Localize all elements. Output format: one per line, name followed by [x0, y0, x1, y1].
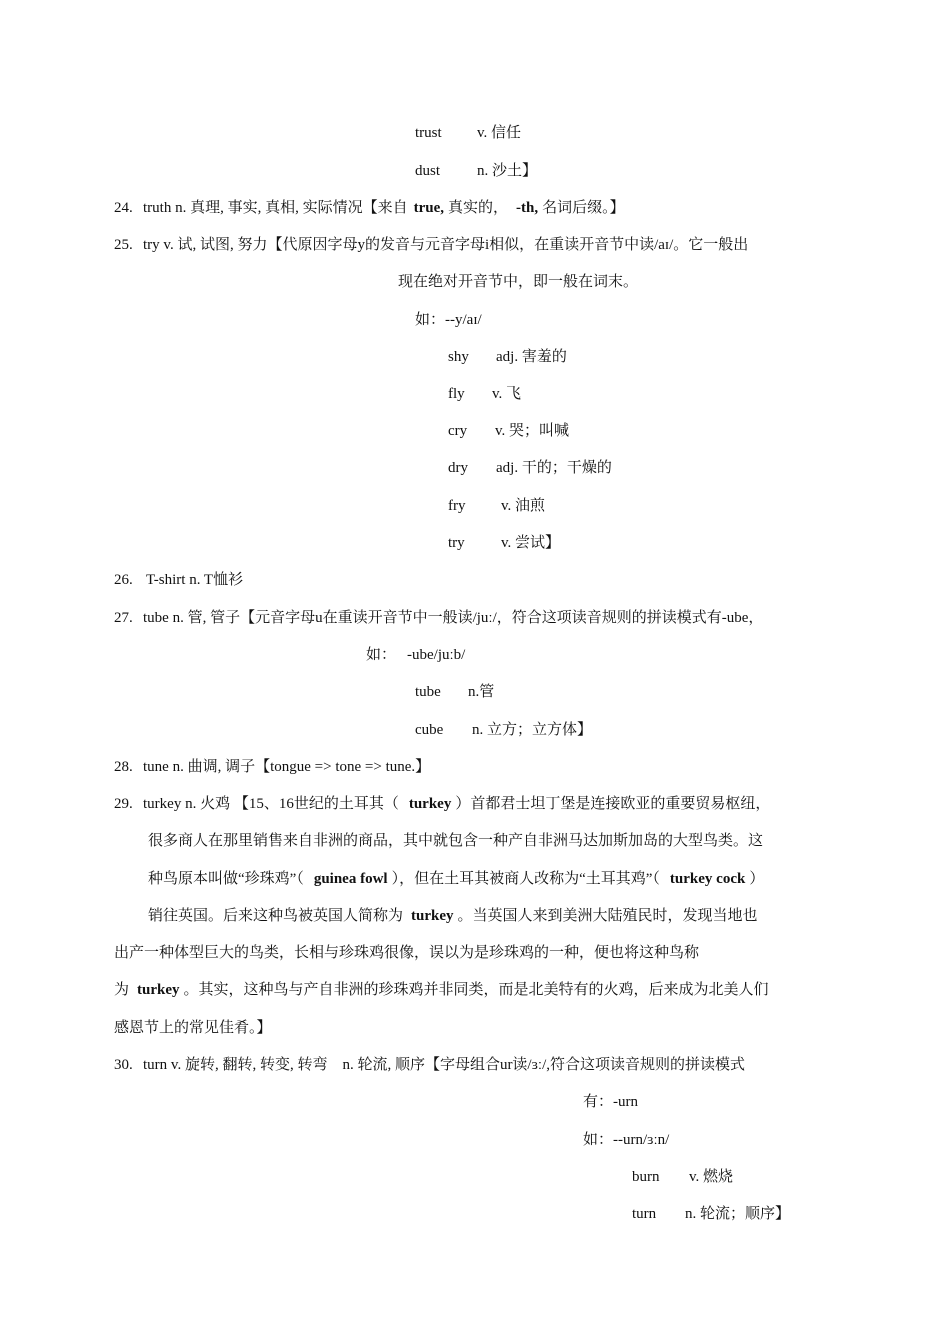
entry-bold: guinea fowl	[313, 871, 388, 887]
entry-29-line6	[114, 980, 769, 1000]
entry-26	[114, 570, 243, 590]
example-row	[632, 1204, 790, 1224]
entry-24	[114, 198, 625, 218]
entry-text: turkey n. 火鸡 【15、16世纪的土耳其（	[143, 796, 399, 812]
example-def: v. 哭；叫喊	[495, 423, 570, 439]
example-def: n. 立方；立方体】	[472, 722, 593, 738]
entry-bold: turkey	[137, 982, 180, 998]
example-row	[448, 347, 567, 367]
entry-29-line4	[148, 906, 758, 926]
entry-number: 29.	[114, 796, 133, 812]
entry-text: 名词后缀。】	[542, 200, 625, 216]
entry-bold: turkey	[408, 796, 452, 812]
example-def: v. 尝试】	[501, 535, 561, 551]
entry-30	[114, 1055, 745, 1075]
example-word: fry	[448, 498, 466, 514]
entry-number: 28.	[114, 759, 133, 775]
entry-bold: turkey cock	[669, 871, 746, 887]
example-row	[415, 682, 494, 702]
entry-30-line2: 有：-urn	[583, 1094, 638, 1110]
example-row	[415, 720, 592, 740]
example-row-trust	[415, 123, 521, 143]
entry-29-line7: 感恩节上的常见佳肴。】	[114, 1020, 272, 1036]
entry-number: 26.	[114, 572, 133, 588]
example-word: turn	[632, 1206, 657, 1222]
example-word: dust	[415, 163, 441, 179]
entry-text: 真实的，	[448, 200, 509, 216]
entry-number: 30.	[114, 1057, 133, 1073]
entry-text: tune n. 曲调, 调子【tongue => tone => tune.】	[143, 759, 431, 775]
entry-text: ），但在土耳其被商人改称为“土耳其鸡”（	[391, 871, 660, 887]
example-def: v. 燃烧	[689, 1169, 734, 1185]
example-word: cry	[448, 423, 468, 439]
entry-text: 销往英国。后来这种鸟被英国人简称为	[148, 908, 404, 924]
example-row	[448, 533, 560, 553]
pattern-text: -ube/juːb/	[407, 647, 466, 663]
example-word: try	[448, 535, 465, 551]
entry-27-pattern	[366, 645, 465, 665]
entry-text: try v. 试, 试图, 努力【代原因字母y的发音与元音字母i相似，在重读开音节中读/aɪ/。它一般出	[143, 237, 749, 253]
example-def: adj. 干的；干燥的	[496, 460, 612, 476]
entry-text: T-shirt n. T恤衫	[146, 572, 244, 588]
entry-text: ）	[749, 871, 765, 887]
entry-28	[114, 757, 430, 777]
example-word: shy	[448, 349, 469, 365]
entry-bold: turkey	[411, 908, 454, 924]
example-word: trust	[415, 125, 442, 141]
example-word: cube	[415, 722, 444, 738]
entry-25-pattern: 如：--y/aɪ/	[415, 312, 482, 328]
entry-29-line2: 很多商人在那里销售来自非洲的商品，其中就包含一种产自非洲马达加斯加岛的大型鸟类。这	[148, 833, 764, 849]
example-row	[448, 384, 521, 404]
example-word: fly	[448, 386, 465, 402]
entry-bold: true,	[413, 200, 444, 216]
entry-25	[114, 235, 748, 255]
example-word: tube	[415, 684, 441, 700]
example-def: v. 信任	[477, 125, 522, 141]
example-word: dry	[448, 460, 468, 476]
entry-text: ）首都君士坦丁堡是连接欧亚的重要贸易枢纽，	[455, 796, 771, 812]
entry-number: 27.	[114, 610, 133, 626]
example-def: n. 轮流；顺序】	[685, 1206, 791, 1222]
example-row	[448, 496, 545, 516]
entry-text: 。其实，这种鸟与产自非洲的珍珠鸡并非同类，而是北美特有的火鸡，后来成为北美人们	[183, 982, 769, 998]
example-def: n. 沙土】	[477, 163, 538, 179]
entry-text: tube n. 管, 管子【元音字母u在重读开音节中一般读/juː/，符合这项读音规则的拼读模式有-ube，	[143, 610, 764, 626]
example-row	[448, 458, 612, 478]
example-def: v. 飞	[492, 386, 522, 402]
entry-number: 25.	[114, 237, 133, 253]
entry-bold: -th,	[516, 200, 539, 216]
entry-29-line3	[148, 869, 764, 889]
example-row	[632, 1167, 733, 1187]
entry-text: 为	[114, 982, 130, 998]
entry-number: 24.	[114, 200, 133, 216]
example-def: v. 油煎	[501, 498, 546, 514]
entry-30-pattern: 如：--urn/ɜːn/	[583, 1132, 670, 1148]
entry-29	[114, 794, 770, 814]
entry-text: 种鸟原本叫做“珍珠鸡”（	[148, 871, 304, 887]
entry-25-line2: 现在绝对开音节中，即一般在词末。	[398, 274, 639, 290]
entry-text: truth n. 真理, 事实, 真相, 实际情况【来自	[143, 200, 408, 216]
pattern-label: 如：	[366, 647, 397, 663]
example-row-dust	[415, 161, 537, 181]
entry-text: turn v. 旋转, 翻转, 转变, 转弯 n. 轮流, 顺序【字母组合ur读/ɜː/,符合这项读音规则的拼读模式	[143, 1057, 745, 1073]
example-def: adj. 害羞的	[496, 349, 567, 365]
entry-27	[114, 608, 763, 628]
entry-text: 。当英国人来到美洲大陆殖民时，发现当地也	[457, 908, 758, 924]
example-row	[448, 421, 569, 441]
example-word: burn	[632, 1169, 660, 1185]
entry-29-line5: 出产一种体型巨大的鸟类，长相与珍珠鸡很像，误以为是珍珠鸡的一种，便也将这种鸟称	[114, 945, 700, 961]
example-def: n.管	[468, 684, 495, 700]
